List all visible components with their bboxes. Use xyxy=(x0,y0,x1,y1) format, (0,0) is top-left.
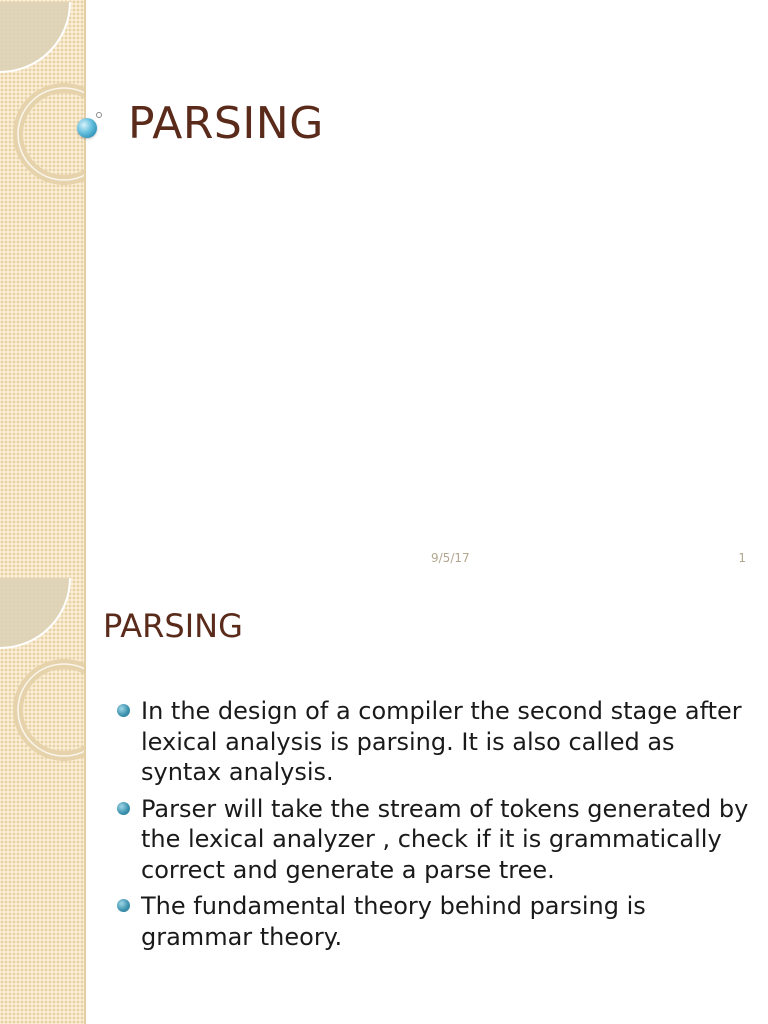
bullet-icon xyxy=(117,704,130,717)
list-item xyxy=(117,891,749,952)
bullet-icon xyxy=(117,899,130,912)
ring-pattern-icon xyxy=(0,576,86,1024)
ring-pattern-icon xyxy=(0,0,86,576)
bullet-text: Parser will take the stream of tokens generated by the lexical analyzer , check if it is grammatically correct and generate a parse tree. xyxy=(141,794,749,884)
list-item xyxy=(117,794,749,886)
title-orb-icon xyxy=(77,118,97,138)
slide-2[interactable] xyxy=(0,576,768,1024)
decorative-sidebar xyxy=(0,576,86,1024)
list-item xyxy=(117,696,749,788)
footer-date: 9/5/17 xyxy=(431,551,470,565)
slide-number: 1 xyxy=(738,551,746,565)
bullet-text: In the design of a compiler the second stage after lexical analysis is parsing. It is also called as syntax analysis. xyxy=(141,697,742,786)
bullet-icon xyxy=(117,802,130,815)
bullet-text: The fundamental theory behind parsing is grammar theory. xyxy=(141,892,646,951)
slide-title: PARSING xyxy=(128,98,324,149)
small-ring-icon xyxy=(96,112,102,118)
bullet-list xyxy=(117,696,749,958)
decorative-sidebar xyxy=(0,0,86,576)
slide-title: PARSING xyxy=(103,607,243,645)
